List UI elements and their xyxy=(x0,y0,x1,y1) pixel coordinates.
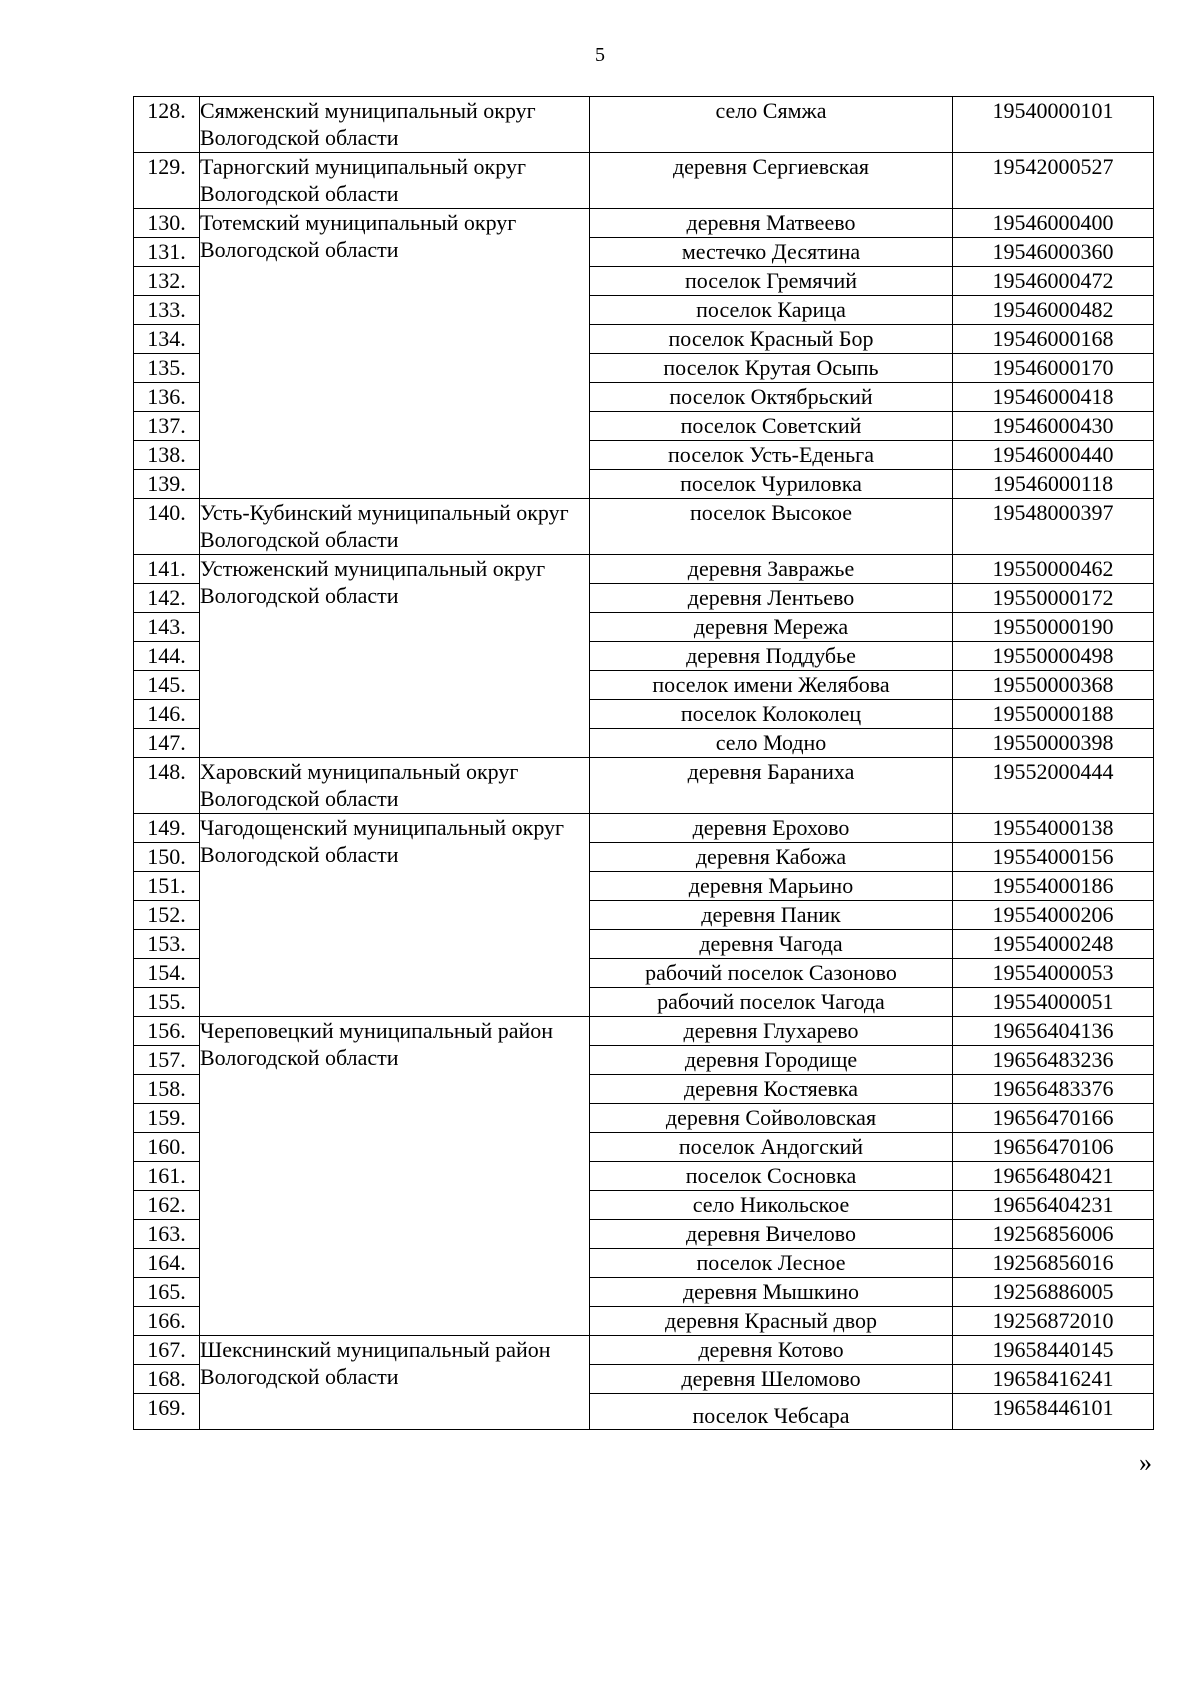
settlement-cell: поселок Сосновка xyxy=(590,1162,953,1191)
oktmo-code-cell: 19542000527 xyxy=(953,153,1154,209)
settlement-cell: деревня Сойволовская xyxy=(590,1104,953,1133)
settlement-cell: деревня Ерохово xyxy=(590,814,953,843)
row-number: 167. xyxy=(134,1336,200,1365)
row-number: 130. xyxy=(134,209,200,238)
oktmo-code-cell: 19546000168 xyxy=(953,325,1154,354)
oktmo-code-cell: 19540000101 xyxy=(953,97,1154,153)
row-number: 128. xyxy=(134,97,200,153)
oktmo-code-cell: 19546000118 xyxy=(953,470,1154,499)
table-row xyxy=(134,1336,1154,1365)
settlement-cell: село Модно xyxy=(590,729,953,758)
table-row xyxy=(134,814,1154,843)
row-number: 139. xyxy=(134,470,200,499)
settlement-cell: деревня Костяевка xyxy=(590,1075,953,1104)
row-number: 129. xyxy=(134,153,200,209)
row-number: 141. xyxy=(134,555,200,584)
settlement-cell: местечко Десятина xyxy=(590,238,953,267)
oktmo-code-cell: 19656483236 xyxy=(953,1046,1154,1075)
row-number: 138. xyxy=(134,441,200,470)
settlement-cell: деревня Красный двор xyxy=(590,1307,953,1336)
settlement-cell: поселок Октябрьский xyxy=(590,383,953,412)
oktmo-code-cell: 19550000398 xyxy=(953,729,1154,758)
settlement-cell: деревня Чагода xyxy=(590,930,953,959)
oktmo-code-cell: 19656404231 xyxy=(953,1191,1154,1220)
oktmo-code-cell: 19656470106 xyxy=(953,1133,1154,1162)
row-number: 168. xyxy=(134,1365,200,1394)
row-number: 143. xyxy=(134,613,200,642)
table-row xyxy=(134,209,1154,238)
settlement-cell: поселок Колоколец xyxy=(590,700,953,729)
settlement-cell: поселок Гремячий xyxy=(590,267,953,296)
table-row xyxy=(134,555,1154,584)
oktmo-code-cell: 19554000186 xyxy=(953,872,1154,901)
oktmo-code-cell: 19256872010 xyxy=(953,1307,1154,1336)
settlement-cell: село Никольское xyxy=(590,1191,953,1220)
settlement-cell: деревня Вичелово xyxy=(590,1220,953,1249)
oktmo-code-cell: 19550000190 xyxy=(953,613,1154,642)
oktmo-code-cell: 19546000472 xyxy=(953,267,1154,296)
closing-quote: » xyxy=(1139,1448,1152,1477)
row-number: 153. xyxy=(134,930,200,959)
settlement-cell: деревня Мережа xyxy=(590,613,953,642)
oktmo-code-cell: 19546000170 xyxy=(953,354,1154,383)
settlement-cell: поселок Крутая Осыпь xyxy=(590,354,953,383)
oktmo-code-cell: 19546000440 xyxy=(953,441,1154,470)
settlement-cell: деревня Завражье xyxy=(590,555,953,584)
oktmo-code-cell: 19554000138 xyxy=(953,814,1154,843)
page-number: 5 xyxy=(595,44,605,66)
row-number: 132. xyxy=(134,267,200,296)
district-cell: Харовский муниципальный округ Вологодской области xyxy=(200,758,590,814)
district-cell: Шекснинский муниципальный район Вологодской области xyxy=(200,1336,590,1430)
oktmo-code-cell: 19554000051 xyxy=(953,988,1154,1017)
row-number: 157. xyxy=(134,1046,200,1075)
row-number: 131. xyxy=(134,238,200,267)
oktmo-code-cell: 19550000172 xyxy=(953,584,1154,613)
row-number: 135. xyxy=(134,354,200,383)
table-row xyxy=(134,1017,1154,1046)
table-row xyxy=(134,153,1154,209)
oktmo-code-cell: 19554000248 xyxy=(953,930,1154,959)
oktmo-code-cell: 19546000400 xyxy=(953,209,1154,238)
row-number: 150. xyxy=(134,843,200,872)
settlement-cell: деревня Сергиевская xyxy=(590,153,953,209)
row-number: 161. xyxy=(134,1162,200,1191)
settlement-cell: рабочий поселок Чагода xyxy=(590,988,953,1017)
settlement-cell: деревня Паник xyxy=(590,901,953,930)
settlement-cell: деревня Котово xyxy=(590,1336,953,1365)
settlement-cell: деревня Марьино xyxy=(590,872,953,901)
district-cell: Усть-Кубинский муниципальный округ Вологодской области xyxy=(200,499,590,555)
row-number: 140. xyxy=(134,499,200,555)
settlement-cell: деревня Лентьево xyxy=(590,584,953,613)
row-number: 155. xyxy=(134,988,200,1017)
oktmo-code-cell: 19656483376 xyxy=(953,1075,1154,1104)
row-number: 158. xyxy=(134,1075,200,1104)
row-number: 142. xyxy=(134,584,200,613)
oktmo-code-cell: 19554000053 xyxy=(953,959,1154,988)
row-number: 145. xyxy=(134,671,200,700)
settlement-cell: поселок Карица xyxy=(590,296,953,325)
row-number: 152. xyxy=(134,901,200,930)
settlement-cell: поселок Усть-Еденьга xyxy=(590,441,953,470)
district-cell: Сямженский муниципальный округ Вологодской области xyxy=(200,97,590,153)
oktmo-code-cell: 19256856016 xyxy=(953,1249,1154,1278)
row-number: 149. xyxy=(134,814,200,843)
settlement-cell: деревня Шеломово xyxy=(590,1365,953,1394)
oktmo-code-cell: 19256856006 xyxy=(953,1220,1154,1249)
table-row xyxy=(134,499,1154,555)
row-number: 165. xyxy=(134,1278,200,1307)
settlement-cell: село Сямжа xyxy=(590,97,953,153)
row-number: 151. xyxy=(134,872,200,901)
table-row xyxy=(134,758,1154,814)
row-number: 144. xyxy=(134,642,200,671)
oktmo-code-cell: 19548000397 xyxy=(953,499,1154,555)
settlement-cell: деревня Матвеево xyxy=(590,209,953,238)
oktmo-code-cell: 19656470166 xyxy=(953,1104,1154,1133)
settlement-cell: деревня Глухарево xyxy=(590,1017,953,1046)
oktmo-code-cell: 19546000430 xyxy=(953,412,1154,441)
settlement-cell: поселок Андогский xyxy=(590,1133,953,1162)
settlement-cell: поселок Лесное xyxy=(590,1249,953,1278)
settlement-cell: поселок Высокое xyxy=(590,499,953,555)
settlement-cell: поселок Советский xyxy=(590,412,953,441)
district-cell: Тарногский муниципальный округ Вологодской области xyxy=(200,153,590,209)
district-cell: Череповецкий муниципальный район Вологодской области xyxy=(200,1017,590,1336)
oktmo-code-cell: 19656404136 xyxy=(953,1017,1154,1046)
oktmo-code-cell: 19656480421 xyxy=(953,1162,1154,1191)
oktmo-code-cell: 19552000444 xyxy=(953,758,1154,814)
row-number: 162. xyxy=(134,1191,200,1220)
oktmo-code-cell: 19550000498 xyxy=(953,642,1154,671)
oktmo-code-cell: 19550000462 xyxy=(953,555,1154,584)
oktmo-code-cell: 19658446101 xyxy=(953,1394,1154,1430)
row-number: 133. xyxy=(134,296,200,325)
oktmo-code-cell: 19554000156 xyxy=(953,843,1154,872)
row-number: 136. xyxy=(134,383,200,412)
settlement-cell: поселок имени Желябова xyxy=(590,671,953,700)
oktmo-code-cell: 19546000418 xyxy=(953,383,1154,412)
settlement-cell: деревня Городище xyxy=(590,1046,953,1075)
row-number: 163. xyxy=(134,1220,200,1249)
settlement-cell: рабочий поселок Сазоново xyxy=(590,959,953,988)
row-number: 147. xyxy=(134,729,200,758)
settlement-cell: деревня Бараниха xyxy=(590,758,953,814)
row-number: 166. xyxy=(134,1307,200,1336)
row-number: 148. xyxy=(134,758,200,814)
row-number: 154. xyxy=(134,959,200,988)
settlement-cell: поселок Красный Бор xyxy=(590,325,953,354)
district-cell: Тотемский муниципальный округ Вологодской области xyxy=(200,209,590,499)
settlement-cell: поселок Чуриловка xyxy=(590,470,953,499)
row-number: 160. xyxy=(134,1133,200,1162)
table-row xyxy=(134,97,1154,153)
row-number: 134. xyxy=(134,325,200,354)
oktmo-code-cell: 19658416241 xyxy=(953,1365,1154,1394)
row-number: 156. xyxy=(134,1017,200,1046)
row-number: 137. xyxy=(134,412,200,441)
row-number: 146. xyxy=(134,700,200,729)
settlement-cell: деревня Мышкино xyxy=(590,1278,953,1307)
oktmo-code-cell: 19546000360 xyxy=(953,238,1154,267)
settlements-table xyxy=(133,96,1154,1430)
row-number: 164. xyxy=(134,1249,200,1278)
oktmo-code-cell: 19554000206 xyxy=(953,901,1154,930)
oktmo-code-cell: 19658440145 xyxy=(953,1336,1154,1365)
district-cell: Устюженский муниципальный округ Вологодской области xyxy=(200,555,590,758)
row-number: 159. xyxy=(134,1104,200,1133)
oktmo-code-cell: 19546000482 xyxy=(953,296,1154,325)
settlement-cell: поселок Чебсара xyxy=(590,1394,953,1430)
row-number: 169. xyxy=(134,1394,200,1430)
oktmo-code-cell: 19550000188 xyxy=(953,700,1154,729)
district-cell: Чагодощенский муниципальный округ Вологодской области xyxy=(200,814,590,1017)
oktmo-code-cell: 19550000368 xyxy=(953,671,1154,700)
oktmo-code-cell: 19256886005 xyxy=(953,1278,1154,1307)
settlement-cell: деревня Кабожа xyxy=(590,843,953,872)
settlement-cell: деревня Поддубье xyxy=(590,642,953,671)
